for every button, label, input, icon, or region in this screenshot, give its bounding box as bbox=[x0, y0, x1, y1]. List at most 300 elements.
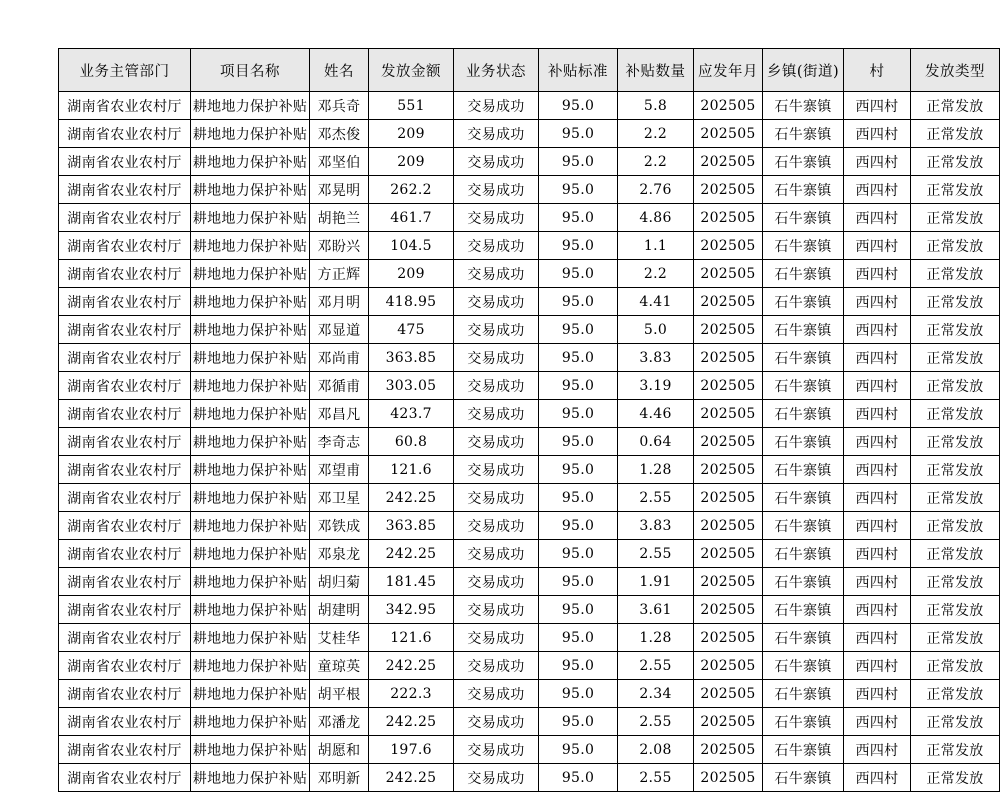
table-cell: 2.55 bbox=[618, 540, 694, 568]
table-cell: 石牛寨镇 bbox=[763, 540, 844, 568]
table-cell: 3.61 bbox=[618, 596, 694, 624]
table-cell: 正常发放 bbox=[911, 428, 1000, 456]
table-cell: 耕地地力保护补贴 bbox=[191, 148, 310, 176]
table-cell: 西四村 bbox=[844, 316, 911, 344]
table-cell: 交易成功 bbox=[454, 596, 539, 624]
table-cell: 正常发放 bbox=[911, 456, 1000, 484]
table-cell: 95.0 bbox=[539, 148, 618, 176]
table-cell: 湖南省农业农村厅 bbox=[59, 596, 191, 624]
table-cell: 104.5 bbox=[369, 232, 454, 260]
column-header-village: 村 bbox=[844, 49, 911, 92]
table-cell: 西四村 bbox=[844, 512, 911, 540]
table-row bbox=[59, 316, 1000, 344]
table-cell: 95.0 bbox=[539, 92, 618, 120]
table-cell: 202505 bbox=[694, 148, 763, 176]
table-cell: 202505 bbox=[694, 456, 763, 484]
table-cell: 0.64 bbox=[618, 428, 694, 456]
table-cell: 交易成功 bbox=[454, 456, 539, 484]
table-cell: 湖南省农业农村厅 bbox=[59, 652, 191, 680]
table-cell: 西四村 bbox=[844, 680, 911, 708]
table-cell: 童琼英 bbox=[310, 652, 369, 680]
table-cell: 1.28 bbox=[618, 624, 694, 652]
table-cell: 石牛寨镇 bbox=[763, 344, 844, 372]
table-cell: 西四村 bbox=[844, 708, 911, 736]
table-cell: 石牛寨镇 bbox=[763, 736, 844, 764]
table-cell: 363.85 bbox=[369, 344, 454, 372]
table-cell: 耕地地力保护补贴 bbox=[191, 596, 310, 624]
table-cell: 湖南省农业农村厅 bbox=[59, 92, 191, 120]
table-cell: 李奇志 bbox=[310, 428, 369, 456]
table-cell: 胡建明 bbox=[310, 596, 369, 624]
table-cell: 正常发放 bbox=[911, 680, 1000, 708]
table-cell: 西四村 bbox=[844, 260, 911, 288]
table-cell: 西四村 bbox=[844, 120, 911, 148]
table-cell: 耕地地力保护补贴 bbox=[191, 512, 310, 540]
table-cell: 262.2 bbox=[369, 176, 454, 204]
table-cell: 石牛寨镇 bbox=[763, 596, 844, 624]
table-cell: 202505 bbox=[694, 624, 763, 652]
table-cell: 石牛寨镇 bbox=[763, 148, 844, 176]
table-cell: 242.25 bbox=[369, 540, 454, 568]
table-cell: 95.0 bbox=[539, 456, 618, 484]
table-cell: 正常发放 bbox=[911, 232, 1000, 260]
table-cell: 湖南省农业农村厅 bbox=[59, 680, 191, 708]
column-header-town: 乡镇(街道) bbox=[763, 49, 844, 92]
table-row bbox=[59, 708, 1000, 736]
table-cell: 342.95 bbox=[369, 596, 454, 624]
table-cell: 209 bbox=[369, 260, 454, 288]
table-cell: 湖南省农业农村厅 bbox=[59, 484, 191, 512]
table-cell: 95.0 bbox=[539, 400, 618, 428]
table-cell: 耕地地力保护补贴 bbox=[191, 316, 310, 344]
table-cell: 西四村 bbox=[844, 484, 911, 512]
table-cell: 2.55 bbox=[618, 708, 694, 736]
table-cell: 西四村 bbox=[844, 568, 911, 596]
table-row bbox=[59, 764, 1000, 792]
table-cell: 耕地地力保护补贴 bbox=[191, 680, 310, 708]
table-cell: 423.7 bbox=[369, 400, 454, 428]
table-cell: 邓潘龙 bbox=[310, 708, 369, 736]
table-cell: 邓望甫 bbox=[310, 456, 369, 484]
table-cell: 西四村 bbox=[844, 204, 911, 232]
table-cell: 202505 bbox=[694, 92, 763, 120]
table-cell: 2.2 bbox=[618, 148, 694, 176]
table-cell: 石牛寨镇 bbox=[763, 512, 844, 540]
table-cell: 耕地地力保护补贴 bbox=[191, 232, 310, 260]
table-cell: 耕地地力保护补贴 bbox=[191, 456, 310, 484]
table-cell: 正常发放 bbox=[911, 344, 1000, 372]
table-cell: 202505 bbox=[694, 260, 763, 288]
table-cell: 湖南省农业农村厅 bbox=[59, 372, 191, 400]
table-cell: 邓盼兴 bbox=[310, 232, 369, 260]
table-cell: 交易成功 bbox=[454, 708, 539, 736]
table-cell: 耕地地力保护补贴 bbox=[191, 764, 310, 792]
table-cell: 石牛寨镇 bbox=[763, 232, 844, 260]
table-cell: 正常发放 bbox=[911, 652, 1000, 680]
table-cell: 363.85 bbox=[369, 512, 454, 540]
table-cell: 95.0 bbox=[539, 372, 618, 400]
table-cell: 正常发放 bbox=[911, 512, 1000, 540]
table-cell: 西四村 bbox=[844, 736, 911, 764]
table-row bbox=[59, 92, 1000, 120]
column-header-period: 应发年月 bbox=[694, 49, 763, 92]
table-cell: 邓昌凡 bbox=[310, 400, 369, 428]
table-cell: 石牛寨镇 bbox=[763, 568, 844, 596]
table-cell: 耕地地力保护补贴 bbox=[191, 400, 310, 428]
table-cell: 551 bbox=[369, 92, 454, 120]
table-cell: 石牛寨镇 bbox=[763, 260, 844, 288]
table-cell: 耕地地力保护补贴 bbox=[191, 540, 310, 568]
table-cell: 242.25 bbox=[369, 708, 454, 736]
table-cell: 正常发放 bbox=[911, 764, 1000, 792]
table-cell: 湖南省农业农村厅 bbox=[59, 120, 191, 148]
subsidy-table bbox=[58, 48, 1000, 792]
table-row bbox=[59, 372, 1000, 400]
table-cell: 湖南省农业农村厅 bbox=[59, 708, 191, 736]
table-cell: 交易成功 bbox=[454, 428, 539, 456]
table-cell: 475 bbox=[369, 316, 454, 344]
table-cell: 邓铁成 bbox=[310, 512, 369, 540]
column-header-project-name: 项目名称 bbox=[191, 49, 310, 92]
table-cell: 95.0 bbox=[539, 512, 618, 540]
table-cell: 95.0 bbox=[539, 736, 618, 764]
table-cell: 西四村 bbox=[844, 92, 911, 120]
column-header-quantity: 补贴数量 bbox=[618, 49, 694, 92]
table-cell: 2.76 bbox=[618, 176, 694, 204]
table-cell: 正常发放 bbox=[911, 316, 1000, 344]
table-cell: 正常发放 bbox=[911, 736, 1000, 764]
table-cell: 正常发放 bbox=[911, 204, 1000, 232]
table-cell: 202505 bbox=[694, 680, 763, 708]
table-cell: 正常发放 bbox=[911, 372, 1000, 400]
table-cell: 95.0 bbox=[539, 232, 618, 260]
table-cell: 95.0 bbox=[539, 764, 618, 792]
table-cell: 202505 bbox=[694, 428, 763, 456]
table-cell: 西四村 bbox=[844, 624, 911, 652]
table-cell: 耕地地力保护补贴 bbox=[191, 176, 310, 204]
table-cell: 202505 bbox=[694, 540, 763, 568]
table-cell: 95.0 bbox=[539, 260, 618, 288]
table-cell: 209 bbox=[369, 148, 454, 176]
table-cell: 202505 bbox=[694, 400, 763, 428]
table-cell: 181.45 bbox=[369, 568, 454, 596]
table-cell: 湖南省农业农村厅 bbox=[59, 176, 191, 204]
table-cell: 邓坚伯 bbox=[310, 148, 369, 176]
column-header-department: 业务主管部门 bbox=[59, 49, 191, 92]
table-cell: 耕地地力保护补贴 bbox=[191, 736, 310, 764]
table-row bbox=[59, 176, 1000, 204]
table-cell: 耕地地力保护补贴 bbox=[191, 624, 310, 652]
table-cell: 石牛寨镇 bbox=[763, 624, 844, 652]
table-cell: 4.41 bbox=[618, 288, 694, 316]
table-cell: 202505 bbox=[694, 652, 763, 680]
table-cell: 121.6 bbox=[369, 456, 454, 484]
table-header bbox=[59, 49, 1000, 92]
table-cell: 95.0 bbox=[539, 708, 618, 736]
table-cell: 西四村 bbox=[844, 176, 911, 204]
table-cell: 95.0 bbox=[539, 540, 618, 568]
table-cell: 202505 bbox=[694, 736, 763, 764]
table-cell: 耕地地力保护补贴 bbox=[191, 708, 310, 736]
table-cell: 湖南省农业农村厅 bbox=[59, 540, 191, 568]
table-cell: 湖南省农业农村厅 bbox=[59, 316, 191, 344]
table-cell: 邓泉龙 bbox=[310, 540, 369, 568]
table-cell: 4.46 bbox=[618, 400, 694, 428]
table-cell: 95.0 bbox=[539, 176, 618, 204]
table-row bbox=[59, 400, 1000, 428]
column-header-status: 业务状态 bbox=[454, 49, 539, 92]
table-cell: 湖南省农业农村厅 bbox=[59, 344, 191, 372]
table-cell: 湖南省农业农村厅 bbox=[59, 512, 191, 540]
table-cell: 耕地地力保护补贴 bbox=[191, 260, 310, 288]
table-cell: 交易成功 bbox=[454, 148, 539, 176]
table-cell: 石牛寨镇 bbox=[763, 680, 844, 708]
table-cell: 202505 bbox=[694, 764, 763, 792]
table-cell: 交易成功 bbox=[454, 176, 539, 204]
table-cell: 西四村 bbox=[844, 288, 911, 316]
table-cell: 交易成功 bbox=[454, 764, 539, 792]
table-cell: 西四村 bbox=[844, 372, 911, 400]
table-cell: 石牛寨镇 bbox=[763, 652, 844, 680]
table-row bbox=[59, 148, 1000, 176]
table-cell: 交易成功 bbox=[454, 568, 539, 596]
table-cell: 邓晃明 bbox=[310, 176, 369, 204]
table-cell: 湖南省农业农村厅 bbox=[59, 456, 191, 484]
table-row bbox=[59, 512, 1000, 540]
table-cell: 正常发放 bbox=[911, 260, 1000, 288]
table-cell: 202505 bbox=[694, 512, 763, 540]
table-row bbox=[59, 484, 1000, 512]
table-cell: 95.0 bbox=[539, 204, 618, 232]
table-cell: 石牛寨镇 bbox=[763, 400, 844, 428]
table-cell: 湖南省农业农村厅 bbox=[59, 204, 191, 232]
table-cell: 202505 bbox=[694, 176, 763, 204]
table-cell: 2.55 bbox=[618, 652, 694, 680]
table-cell: 石牛寨镇 bbox=[763, 92, 844, 120]
table-cell: 正常发放 bbox=[911, 148, 1000, 176]
table-cell: 邓杰俊 bbox=[310, 120, 369, 148]
table-cell: 202505 bbox=[694, 232, 763, 260]
table-cell: 石牛寨镇 bbox=[763, 764, 844, 792]
table-cell: 正常发放 bbox=[911, 540, 1000, 568]
table-cell: 湖南省农业农村厅 bbox=[59, 428, 191, 456]
table-row bbox=[59, 456, 1000, 484]
table-cell: 西四村 bbox=[844, 148, 911, 176]
table-cell: 交易成功 bbox=[454, 288, 539, 316]
table-cell: 2.08 bbox=[618, 736, 694, 764]
table-cell: 242.25 bbox=[369, 652, 454, 680]
table-cell: 艾桂华 bbox=[310, 624, 369, 652]
table-cell: 3.83 bbox=[618, 512, 694, 540]
table-cell: 95.0 bbox=[539, 568, 618, 596]
table-cell: 2.2 bbox=[618, 120, 694, 148]
table-cell: 石牛寨镇 bbox=[763, 316, 844, 344]
table-cell: 石牛寨镇 bbox=[763, 372, 844, 400]
table-cell: 耕地地力保护补贴 bbox=[191, 204, 310, 232]
table-cell: 耕地地力保护补贴 bbox=[191, 484, 310, 512]
table-cell: 60.8 bbox=[369, 428, 454, 456]
table-cell: 西四村 bbox=[844, 232, 911, 260]
table-cell: 耕地地力保护补贴 bbox=[191, 344, 310, 372]
table-cell: 胡平根 bbox=[310, 680, 369, 708]
table-cell: 耕地地力保护补贴 bbox=[191, 288, 310, 316]
table-cell: 邓循甫 bbox=[310, 372, 369, 400]
table-cell: 正常发放 bbox=[911, 288, 1000, 316]
table-cell: 交易成功 bbox=[454, 540, 539, 568]
table-row bbox=[59, 288, 1000, 316]
table-cell: 197.6 bbox=[369, 736, 454, 764]
table-cell: 胡艳兰 bbox=[310, 204, 369, 232]
table-row bbox=[59, 624, 1000, 652]
table-cell: 2.55 bbox=[618, 764, 694, 792]
table-cell: 1.1 bbox=[618, 232, 694, 260]
table-cell: 交易成功 bbox=[454, 260, 539, 288]
table-cell: 方正辉 bbox=[310, 260, 369, 288]
table-cell: 222.3 bbox=[369, 680, 454, 708]
table-cell: 邓显道 bbox=[310, 316, 369, 344]
table-cell: 胡归菊 bbox=[310, 568, 369, 596]
table-cell: 202505 bbox=[694, 596, 763, 624]
table-cell: 西四村 bbox=[844, 456, 911, 484]
table-cell: 3.19 bbox=[618, 372, 694, 400]
table-cell: 正常发放 bbox=[911, 596, 1000, 624]
table-row bbox=[59, 680, 1000, 708]
table-cell: 202505 bbox=[694, 344, 763, 372]
table-cell: 交易成功 bbox=[454, 736, 539, 764]
table-cell: 95.0 bbox=[539, 624, 618, 652]
table-cell: 交易成功 bbox=[454, 512, 539, 540]
column-header-amount: 发放金额 bbox=[369, 49, 454, 92]
table-cell: 湖南省农业农村厅 bbox=[59, 736, 191, 764]
table-cell: 耕地地力保护补贴 bbox=[191, 92, 310, 120]
table-cell: 西四村 bbox=[844, 764, 911, 792]
table-row bbox=[59, 540, 1000, 568]
table-cell: 邓卫星 bbox=[310, 484, 369, 512]
table-row bbox=[59, 204, 1000, 232]
table-cell: 交易成功 bbox=[454, 400, 539, 428]
table-cell: 95.0 bbox=[539, 596, 618, 624]
table-row bbox=[59, 120, 1000, 148]
table-cell: 耕地地力保护补贴 bbox=[191, 428, 310, 456]
table-cell: 西四村 bbox=[844, 344, 911, 372]
table-cell: 石牛寨镇 bbox=[763, 484, 844, 512]
table-cell: 西四村 bbox=[844, 596, 911, 624]
table-cell: 交易成功 bbox=[454, 652, 539, 680]
table-cell: 202505 bbox=[694, 484, 763, 512]
table-cell: 5.8 bbox=[618, 92, 694, 120]
table-cell: 418.95 bbox=[369, 288, 454, 316]
table-row bbox=[59, 596, 1000, 624]
table-cell: 303.05 bbox=[369, 372, 454, 400]
table-cell: 202505 bbox=[694, 708, 763, 736]
table-cell: 西四村 bbox=[844, 652, 911, 680]
table-cell: 1.91 bbox=[618, 568, 694, 596]
table-cell: 202505 bbox=[694, 568, 763, 596]
table-cell: 461.7 bbox=[369, 204, 454, 232]
table-cell: 4.86 bbox=[618, 204, 694, 232]
table-cell: 湖南省农业农村厅 bbox=[59, 624, 191, 652]
table-cell: 1.28 bbox=[618, 456, 694, 484]
table-cell: 西四村 bbox=[844, 540, 911, 568]
table-cell: 5.0 bbox=[618, 316, 694, 344]
table-cell: 95.0 bbox=[539, 652, 618, 680]
table-cell: 石牛寨镇 bbox=[763, 428, 844, 456]
table-cell: 正常发放 bbox=[911, 400, 1000, 428]
table-cell: 湖南省农业农村厅 bbox=[59, 288, 191, 316]
table-cell: 95.0 bbox=[539, 680, 618, 708]
table-cell: 交易成功 bbox=[454, 120, 539, 148]
table-cell: 95.0 bbox=[539, 344, 618, 372]
table-cell: 209 bbox=[369, 120, 454, 148]
table-cell: 耕地地力保护补贴 bbox=[191, 120, 310, 148]
table-cell: 202505 bbox=[694, 120, 763, 148]
table-cell: 正常发放 bbox=[911, 176, 1000, 204]
table-cell: 交易成功 bbox=[454, 232, 539, 260]
table-cell: 202505 bbox=[694, 288, 763, 316]
table-cell: 石牛寨镇 bbox=[763, 708, 844, 736]
table-cell: 正常发放 bbox=[911, 92, 1000, 120]
table-cell: 交易成功 bbox=[454, 316, 539, 344]
table-cell: 交易成功 bbox=[454, 204, 539, 232]
table-body bbox=[59, 92, 1000, 792]
table-cell: 交易成功 bbox=[454, 344, 539, 372]
table-cell: 石牛寨镇 bbox=[763, 204, 844, 232]
table-cell: 石牛寨镇 bbox=[763, 456, 844, 484]
table-cell: 石牛寨镇 bbox=[763, 176, 844, 204]
table-cell: 95.0 bbox=[539, 120, 618, 148]
table-cell: 202505 bbox=[694, 204, 763, 232]
table-cell: 西四村 bbox=[844, 428, 911, 456]
table-cell: 湖南省农业农村厅 bbox=[59, 260, 191, 288]
table-cell: 正常发放 bbox=[911, 120, 1000, 148]
table-cell: 石牛寨镇 bbox=[763, 288, 844, 316]
table-cell: 湖南省农业农村厅 bbox=[59, 232, 191, 260]
table-cell: 202505 bbox=[694, 372, 763, 400]
table-cell: 交易成功 bbox=[454, 92, 539, 120]
table-row bbox=[59, 736, 1000, 764]
table-cell: 正常发放 bbox=[911, 624, 1000, 652]
table-cell: 202505 bbox=[694, 316, 763, 344]
table-cell: 胡愿和 bbox=[310, 736, 369, 764]
table-row bbox=[59, 260, 1000, 288]
column-header-standard: 补贴标准 bbox=[539, 49, 618, 92]
table-cell: 湖南省农业农村厅 bbox=[59, 400, 191, 428]
table-cell: 2.2 bbox=[618, 260, 694, 288]
table-cell: 242.25 bbox=[369, 764, 454, 792]
table-cell: 石牛寨镇 bbox=[763, 120, 844, 148]
table-row bbox=[59, 652, 1000, 680]
table-cell: 湖南省农业农村厅 bbox=[59, 148, 191, 176]
table-row bbox=[59, 428, 1000, 456]
column-header-name: 姓名 bbox=[310, 49, 369, 92]
table-row bbox=[59, 568, 1000, 596]
table-cell: 邓明新 bbox=[310, 764, 369, 792]
table-cell: 耕地地力保护补贴 bbox=[191, 372, 310, 400]
table-cell: 3.83 bbox=[618, 344, 694, 372]
table-row bbox=[59, 344, 1000, 372]
table-cell: 正常发放 bbox=[911, 708, 1000, 736]
table-cell: 95.0 bbox=[539, 428, 618, 456]
table-cell: 121.6 bbox=[369, 624, 454, 652]
table-header-row bbox=[59, 49, 1000, 92]
table-cell: 交易成功 bbox=[454, 484, 539, 512]
table-cell: 西四村 bbox=[844, 400, 911, 428]
table-cell: 湖南省农业农村厅 bbox=[59, 764, 191, 792]
table-cell: 95.0 bbox=[539, 288, 618, 316]
table-cell: 交易成功 bbox=[454, 372, 539, 400]
table-cell: 95.0 bbox=[539, 484, 618, 512]
table-cell: 邓月明 bbox=[310, 288, 369, 316]
